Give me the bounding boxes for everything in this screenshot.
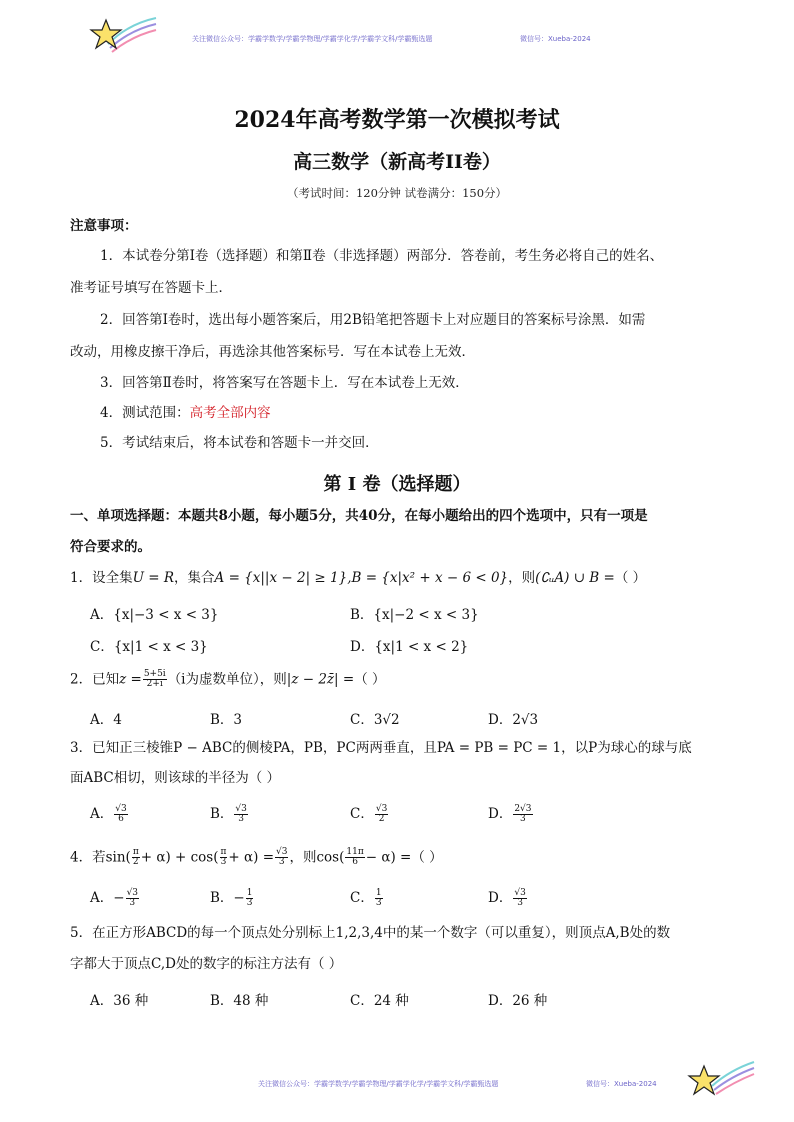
q5-option-d: D．26 种 xyxy=(488,993,548,1009)
q4-text: 若sin( xyxy=(92,849,131,866)
fraction-top: π xyxy=(220,847,227,857)
footer-wechat-id: 微信号：Xueba-2024 xyxy=(586,1080,657,1088)
exam-title: 2024年高考数学第一次模拟考试 xyxy=(234,107,560,133)
star-logo-icon xyxy=(686,1056,756,1100)
fraction-bottom: 3 xyxy=(238,814,245,824)
fraction-top: 2√3 xyxy=(514,803,532,814)
q4-option-b xyxy=(210,886,254,908)
notice-item-5: 5．考试结束后，将本试卷和答题卡一并交回． xyxy=(100,435,379,451)
q5-option-b: B．48 种 xyxy=(210,993,269,1009)
fraction-bottom: 3 xyxy=(220,857,227,868)
notice-item-4 xyxy=(100,407,271,421)
q3-option-b xyxy=(210,802,249,824)
fraction-top: √3 xyxy=(514,887,526,898)
q5-option-a: A．36 种 xyxy=(90,993,149,1009)
q1-text: 设全集 xyxy=(92,570,133,586)
fraction-bottom: 3 xyxy=(278,857,285,868)
q1-option-b: B．{x|−2 < x < 3} xyxy=(350,607,479,623)
q4-fraction-2 xyxy=(220,848,228,868)
section-intro-line-1: 一、单项选择题：本题共8小题，每小题5分，共40分，在每小题给出的四个选项中，只有一项是 xyxy=(70,508,648,524)
q1-expr-ask: (∁ᵤA) ∪ B = xyxy=(535,570,615,586)
fraction-bottom: 3 xyxy=(375,898,382,908)
q4-text: ，则cos( xyxy=(289,849,345,866)
question-number: 4． xyxy=(70,849,93,866)
option-label: B． xyxy=(210,806,234,822)
option-fraction xyxy=(246,889,254,909)
q2-text: （i为虚数单位），则 xyxy=(167,671,287,688)
fraction-bottom: 2 xyxy=(132,857,139,868)
exam-meta: （考试时间：120分钟 试卷满分：150分） xyxy=(286,186,508,200)
q2-fraction xyxy=(143,670,167,690)
header-wechat-id: 微信号：Xueba-2024 xyxy=(520,35,591,43)
fraction-top: √3 xyxy=(235,803,247,814)
option-fraction xyxy=(513,889,526,909)
fraction-top: √3 xyxy=(276,847,288,857)
q1-text: ，集合 xyxy=(174,570,215,586)
option-fraction xyxy=(126,889,139,909)
question-4-stem xyxy=(70,848,443,868)
q4-text: + α) = xyxy=(228,849,275,866)
section-intro-line-2: 符合要求的。 xyxy=(70,539,151,555)
test-scope-highlight: 高考全部内容 xyxy=(189,405,271,421)
q2-text: 已知 xyxy=(92,671,120,688)
fraction-top: 11π xyxy=(346,847,364,857)
question-3-line-2: 面ABC相切，则该球的半径为（ ） xyxy=(70,770,281,786)
question-2-stem xyxy=(70,670,385,690)
option-fraction xyxy=(114,805,127,825)
notice-heading: 注意事项： xyxy=(70,218,138,234)
notice-item-2-line-2: 改动，用橡皮擦干净后，再选涂其他答案标号．写在本试卷上无效． xyxy=(70,344,475,360)
q4-text: + α) + cos( xyxy=(140,849,219,866)
option-fraction xyxy=(234,805,247,825)
option-fraction xyxy=(375,889,383,909)
q2-expr: z = xyxy=(119,671,142,688)
fraction-top: √3 xyxy=(115,803,127,814)
exam-subtitle: 高三数学（新高考II卷） xyxy=(293,151,501,173)
q2-option-a: A．4 xyxy=(90,712,122,728)
q2-option-d: D．2√3 xyxy=(488,712,539,728)
q1-option-d: D．{x|1 < x < 2} xyxy=(350,639,469,655)
fraction-bottom: 6 xyxy=(118,814,124,824)
answer-paren: （ ） xyxy=(354,671,386,688)
fraction-bottom: 3 xyxy=(517,898,523,908)
footer-promo-text: 关注微信公众号：学霸学数学/学霸学物理/学霸学化学/学霸学文科/学霸甄选题 xyxy=(258,1080,499,1088)
q4-option-c xyxy=(350,886,384,908)
fraction-top: π xyxy=(132,847,139,857)
notice-item-2-line-1: 2．回答第Ⅰ卷时，选出每小题答案后，用2B铅笔把答题卡上对应题目的答案标号涂黑．如需 xyxy=(100,312,646,328)
q2-option-b: B．3 xyxy=(210,712,243,728)
q3-option-a xyxy=(90,802,129,824)
q4-fraction-3 xyxy=(275,848,288,868)
question-3-line-1: 3．已知正三棱锥P − ABC的侧棱PA，PB，PC两两垂直，且PA = PB = PC = 1，以P为球心的球与底 xyxy=(70,740,692,756)
fraction-top: 1 xyxy=(375,887,382,898)
fraction-top: 5+5i xyxy=(143,669,166,679)
q1-expr-sets: A = {x||x − 2| ≥ 1},B = {x|x² + x − 6 < 0} xyxy=(214,570,509,586)
q3-option-c xyxy=(350,802,389,824)
q4-text: − α) = xyxy=(365,849,412,866)
option-fraction xyxy=(513,805,532,825)
question-5-line-1: 5．在正方形ABCD的每一个顶点处分别标上1,2,3,4中的某一个数字（可以重复），则顶点A,B处的数 xyxy=(70,925,671,941)
option-label: A． xyxy=(90,806,114,822)
q1-option-a: A．{x|−3 < x < 3} xyxy=(90,607,219,623)
q5-option-c: C．24 种 xyxy=(350,993,409,1009)
fraction-bottom: 6 xyxy=(352,857,358,868)
q3-option-d xyxy=(488,802,534,824)
option-label: B．− xyxy=(210,890,245,906)
option-label: C． xyxy=(350,890,374,906)
q4-option-d xyxy=(488,886,528,908)
answer-paren: （ ） xyxy=(614,570,647,586)
fraction-bottom: 3 xyxy=(129,898,136,908)
q4-option-a xyxy=(90,886,140,908)
header-promo-text: 关注微信公众号：学霸学数学/学霸学物理/学霸学化学/学霸学文科/学霸甄选题 xyxy=(192,35,433,43)
q2-expr-ask: |z − 2z̄| = xyxy=(286,671,355,688)
fraction-bottom: 2 xyxy=(378,814,385,824)
question-1-stem xyxy=(70,572,646,586)
option-fraction xyxy=(375,805,388,825)
option-label: D． xyxy=(488,890,513,906)
option-label: C． xyxy=(350,806,374,822)
q2-option-c: C．3√2 xyxy=(350,712,400,728)
q1-expr-universe: U = R xyxy=(132,570,175,586)
notice-item-1-line-2: 准考证号填写在答题卡上． xyxy=(70,280,232,296)
q1-text: ，则 xyxy=(508,570,536,586)
answer-paren: （ ） xyxy=(411,849,443,866)
section-title: 第 I 卷（选择题） xyxy=(323,474,471,495)
notice-item-4-prefix: 4．测试范围： xyxy=(100,405,190,421)
q1-option-c: C．{x|1 < x < 3} xyxy=(90,639,208,655)
q4-fraction-1 xyxy=(132,848,140,868)
fraction-bottom: 2+i xyxy=(146,679,163,690)
question-number: 2． xyxy=(70,671,93,688)
fraction-top: √3 xyxy=(375,803,388,814)
notice-item-3: 3．回答第Ⅱ卷时，将答案写在答题卡上．写在本试卷上无效． xyxy=(100,375,469,391)
fraction-top: √3 xyxy=(126,887,139,898)
star-logo-icon xyxy=(88,14,158,58)
notice-item-1-line-1: 1．本试卷分第Ⅰ卷（选择题）和第Ⅱ卷（非选择题）两部分．答卷前，考生务必将自己的姓名、 xyxy=(100,248,664,264)
option-label: A．− xyxy=(90,890,125,906)
fraction-top: 1 xyxy=(246,887,253,898)
fraction-bottom: 3 xyxy=(246,898,253,908)
fraction-bottom: 3 xyxy=(520,814,526,824)
question-5-line-2: 字都大于顶点C,D处的数字的标注方法有（ ） xyxy=(70,956,343,972)
q4-fraction-4 xyxy=(345,848,364,868)
question-number: 1． xyxy=(70,570,93,586)
option-label: D． xyxy=(488,806,513,822)
